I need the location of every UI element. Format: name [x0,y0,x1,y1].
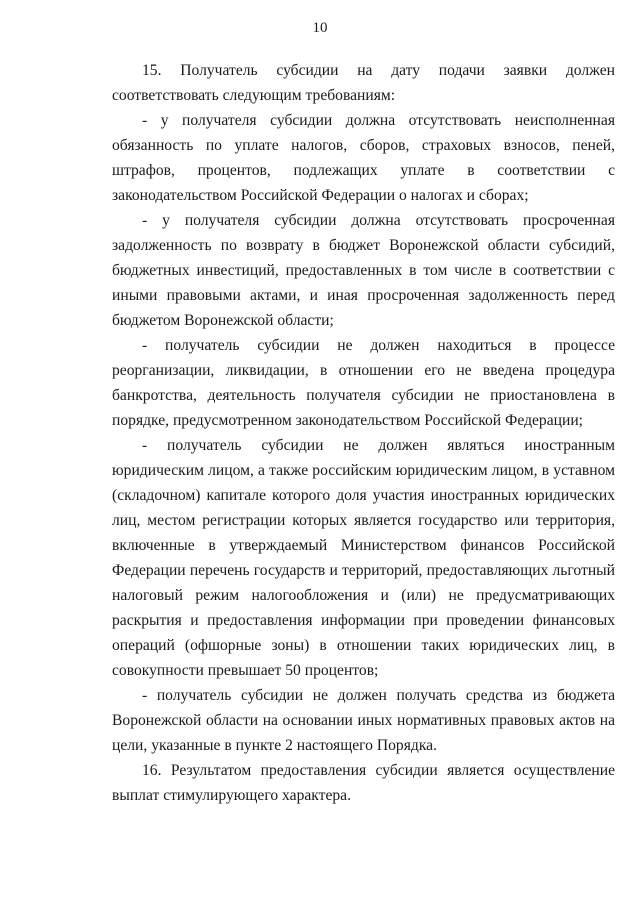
requirement-no-reorganization: - получатель субсидии не должен находиться в процессе реорганизации, ликвидации, в отношении его не введена процедура банкротства, деятельность получателя субсидии не приостановлена в порядке, предусмотренном законодательством Российской Федерации; [112,337,615,429]
document-body [112,58,615,808]
requirement-no-tax-debt: - у получателя субсидии должна отсутствовать неисполненная обязанность по уплате налогов, сборов, страховых взносов, пеней, штрафов, процентов, подлежащих уплате в соответствии с законодательством Российской Федерации о налогах и сборах; [112,112,615,204]
requirement-no-overdue-debt: - у получателя субсидии должна отсутствовать просроченная задолженность по возврату в бюджет Воронежской области субсидий, бюджетных инвестиций, предоставленных в том числе в соответствии с иными правовыми актами, и иная просроченная задолженность перед бюджетом Воронежской области; [112,212,615,329]
paragraph-16-result: 16. Результатом предоставления субсидии является осуществление выплат стимулирующего характера. [112,762,615,804]
requirement-not-foreign-entity: - получатель субсидии не должен являться иностранным юридическим лицом, а также российским юридическим лицом, в уставном (складочном) капитале которого доля участия иностранных юридических лиц, местом регистрации которых является государство или территория, включенные в утверждаемый Министерством финансов Российской Федерации перечень государств и территорий, предоставляющих льготный налоговый режим налогообложения и (или) не предусматривающих раскрытия и предоставления информации при проведении финансовых операций (офшорные зоны) в отношении таких юридических лиц, в совокупности превышает 50 процентов; [112,437,615,679]
requirement-no-other-funds: - получатель субсидии не должен получать средства из бюджета Воронежской области на основании иных нормативных правовых актов на цели, указанные в пункте 2 настоящего Порядка. [112,687,615,754]
page-number: 10 [312,20,328,36]
paragraph-15-intro: 15. Получатель субсидии на дату подачи заявки должен соответствовать следующим требованиям: [112,62,615,104]
